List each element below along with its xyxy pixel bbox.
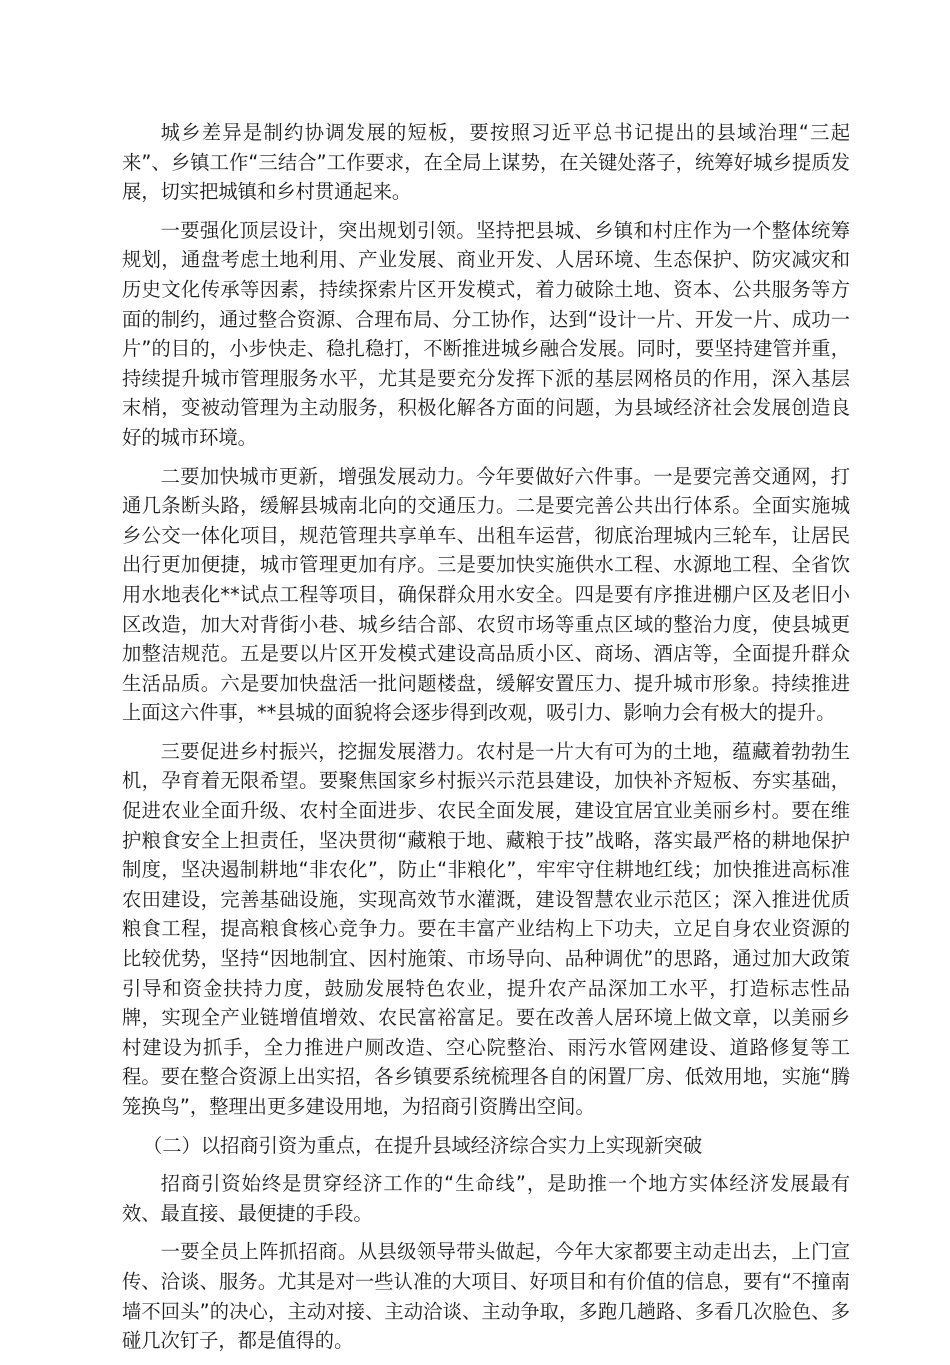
- paragraph-rural-revitalization: 三要促进乡村振兴，挖掘发展潜力。农村是一片大有可为的土地，蕴藏着勃勃生机，孕育着无限希望。要聚焦国家乡村振兴示范县建设，加快补齐短板、夯实基础，促进农业全面升级、农村全面进步、农民全面发展，建设宜居宜业美丽乡村。要在维护粮食安全上担责任，坚决贯彻“藏粮于地、藏粮于技”战略，落实最严格的耕地保护制度，坚决遏制耕地“非农化”，防止“非粮化”，牢牢守住耕地红线；加快推进高标准农田建设，完善基础设施，实现高效节水灌溉，建设智慧农业示范区；深入推进优质粮食工程，提高粮食核心竞争力。要在丰富产业结构上下功夫，立足自身农业资源的比较优势，坚持“因地制宜、因村施策、市场导向、品种调优”的思路，通过加大政策引导和资金扶持力度，鼓励发展特色农业，提升农产品深加工水平，打造标志性品牌，实现全产业链增值增效、农民富裕富足。要在改善人居环境上做文章，以美丽乡村建设为抓手，全力推进户厕改造、空心院整治、雨污水管网建设、道路修复等工程。要在整合资源上出实招，各乡镇要系统梳理各自的闲置厂房、低效用地，实施“腾笼换鸟”，整理出更多建设用地，为招商引资腾出空间。: [122, 739, 850, 1118]
- paragraph-top-level-design: 一要强化顶层设计，突出规划引领。坚持把县城、乡镇和村庄作为一个整体统筹规划，通盘考虑土地利用、产业发展、商业开发、人居环境、生态保护、防灾减灾和历史文化传承等因素，持续探索片区开发模式，着力破除土地、资本、公共服务等方面的制约，通过整合资源、合理布局、分工协作，达到“设计一片、开发一片、成功一片”的目的，小步快走、稳扎稳打，不断推进城乡融合发展。同时，要坚持建管并重，持续提升城市管理服务水平，尤其是要充分发挥下派的基层网格员的作用，深入基层末梢，变被动管理为主动服务，积极化解各方面的问题，为县域经济社会发展创造良好的城市环境。: [122, 218, 850, 449]
- paragraph-urban-renewal: 二要加快城市更新，增强发展动力。今年要做好六件事。一是要完善交通网，打通几条断头路，缓解县城南北向的交通压力。二是要完善公共出行体系。全面实施城乡公交一体化项目，规范管理共享单车、出租车运营，彻底治理城内三轮车，让居民出行更加便捷，城市管理更加有序。三是要加快实施供水工程、水源地工程、全省饮用水地表化**试点工程等项目，确保群众用水安全。四是要有序推进棚户区及老旧小区改造，加大对背街小巷、城乡结合部、农贸市场等重点区域的整治力度，使县城更加整洁规范。五是要以片区开发模式建设高品质小区、商场、酒店等，全面提升群众生活品质。六是要加快盘活一批问题楼盘，缓解安置压力、提升城市形象。持续推进上面这六件事，**县城的面貌将会逐步得到改观，吸引力、影响力会有极大的提升。: [122, 464, 850, 725]
- document-page: [122, 118, 850, 1365]
- section-heading-investment: （二）以招商引资为重点，在提升县域经济综合实力上实现新突破: [143, 1133, 703, 1157]
- paragraph-investment-intro: 招商引资始终是贯穿经济工作的“生命线”，是助推一个地方实体经济发展最有效、最直接、最便捷的手段。: [122, 1172, 850, 1225]
- paragraph-all-staff-investment: 一要全员上阵抓招商。从县级领导带头做起，今年大家都要主动走出去，上门宣传、洽谈、服务。尤其是对一些认准的大项目、好项目和有价值的信息，要有“不撞南墙不回头”的决心，主动对接、主动洽谈、主动争取，多跑几趟路、多看几次脸色、多碰几次钉子，都是值得的。: [122, 1240, 850, 1353]
- paragraph-urban-rural-intro: 城乡差异是制约协调发展的短板，要按照习近平总书记提出的县域治理“三起来”、乡镇工作“三结合”工作要求，在全局上谋势，在关键处落子，统筹好城乡提质发展，切实把城镇和乡村贯通起来。: [122, 121, 850, 204]
